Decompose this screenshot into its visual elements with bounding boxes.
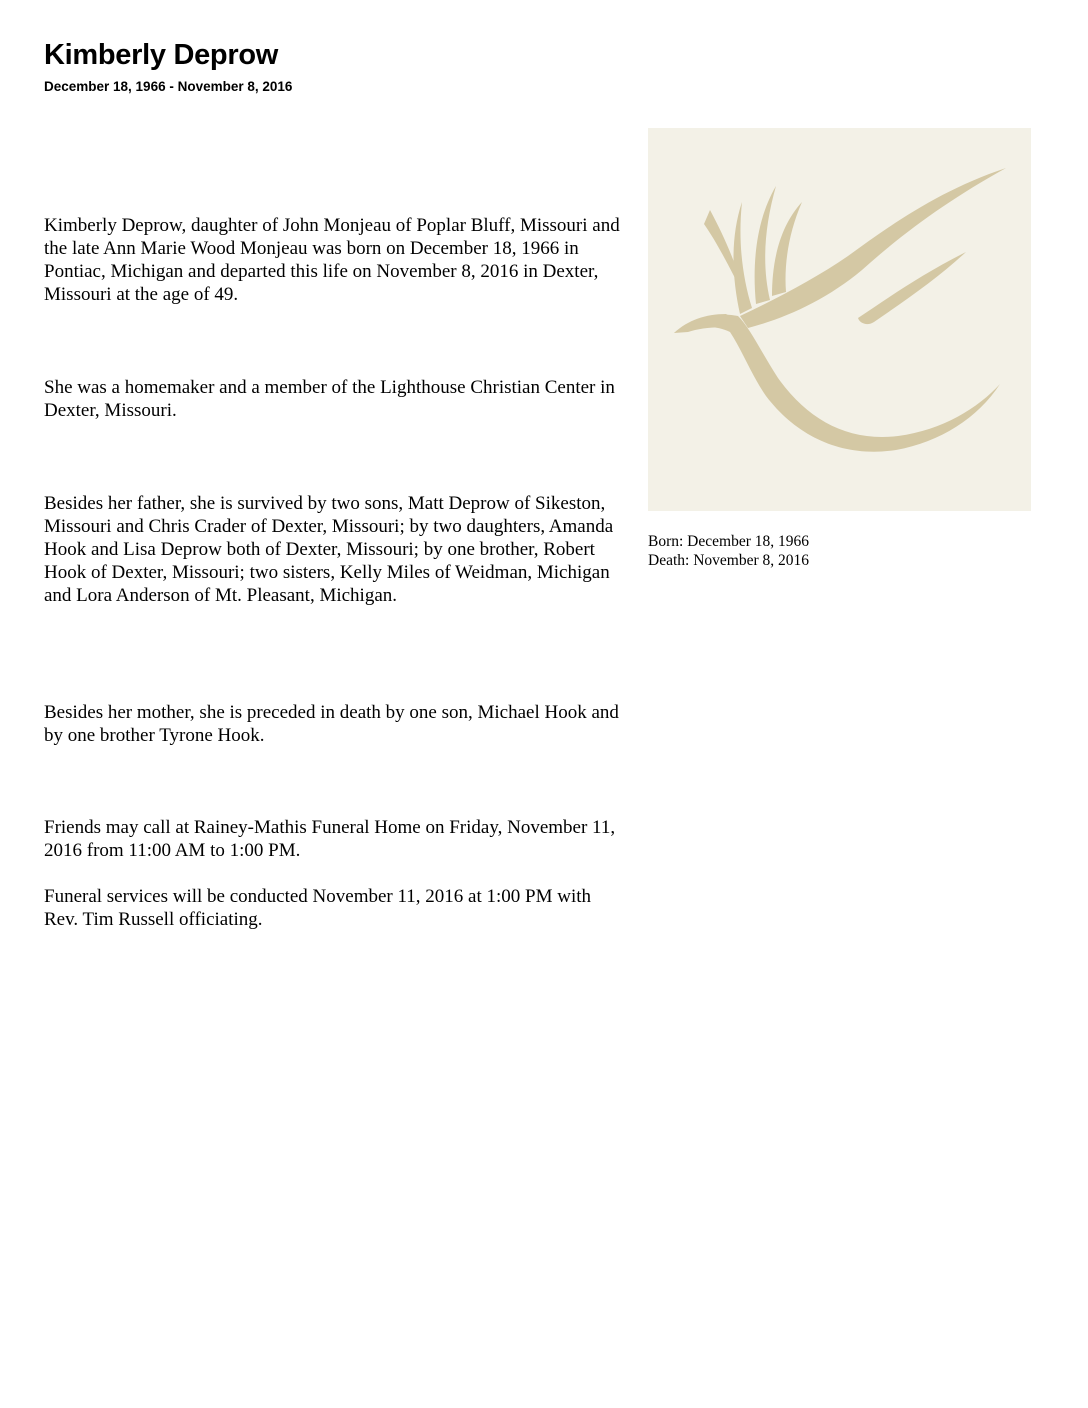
obituary-paragraph: Besides her mother, she is preceded in death by one son, Michael Hook and by one brother Tyrone Hook. — [44, 702, 619, 746]
obituary-paragraph: Friends may call at Rainey-Mathis Funeral Home on Friday, November 11, 2016 from 11:00 AM to 1:00 PM. — [44, 817, 616, 861]
born-date: Born: December 18, 1966 — [648, 533, 809, 550]
life-dates: December 18, 1966 - November 8, 2016 — [44, 79, 293, 94]
page-title: Kimberly Deprow — [44, 39, 278, 71]
dove-icon — [648, 128, 1031, 511]
obituary-paragraph: Funeral services will be conducted November 11, 2016 at 1:00 PM with Rev. Tim Russell officiating. — [44, 886, 592, 930]
life-summary — [648, 532, 809, 570]
death-date: Death: November 8, 2016 — [648, 552, 809, 569]
obituary-paragraph: She was a homemaker and a member of the Lighthouse Christian Center in Dexter, Missouri. — [44, 377, 615, 421]
memorial-image — [648, 128, 1031, 511]
obituary-paragraph: Kimberly Deprow, daughter of John Monjeau of Poplar Bluff, Missouri and the late Ann Marie Wood Monjeau was born on December 18, 1966 in Pontiac, Michigan and departed this life on November 8, 2016 in Dexter, Missouri at the age of 49. — [44, 215, 620, 305]
obituary-paragraph: Besides her father, she is survived by two sons, Matt Deprow of Sikeston, Missouri and Chris Crader of Dexter, Missouri; by two daughters, Amanda Hook and Lisa Deprow both of Dexter, Missouri; by one brother, Robert Hook of Dexter, Missouri; two sisters, Kelly Miles of Weidman, Michigan and Lora Anderson of Mt. Pleasant, Michigan. — [44, 493, 614, 606]
